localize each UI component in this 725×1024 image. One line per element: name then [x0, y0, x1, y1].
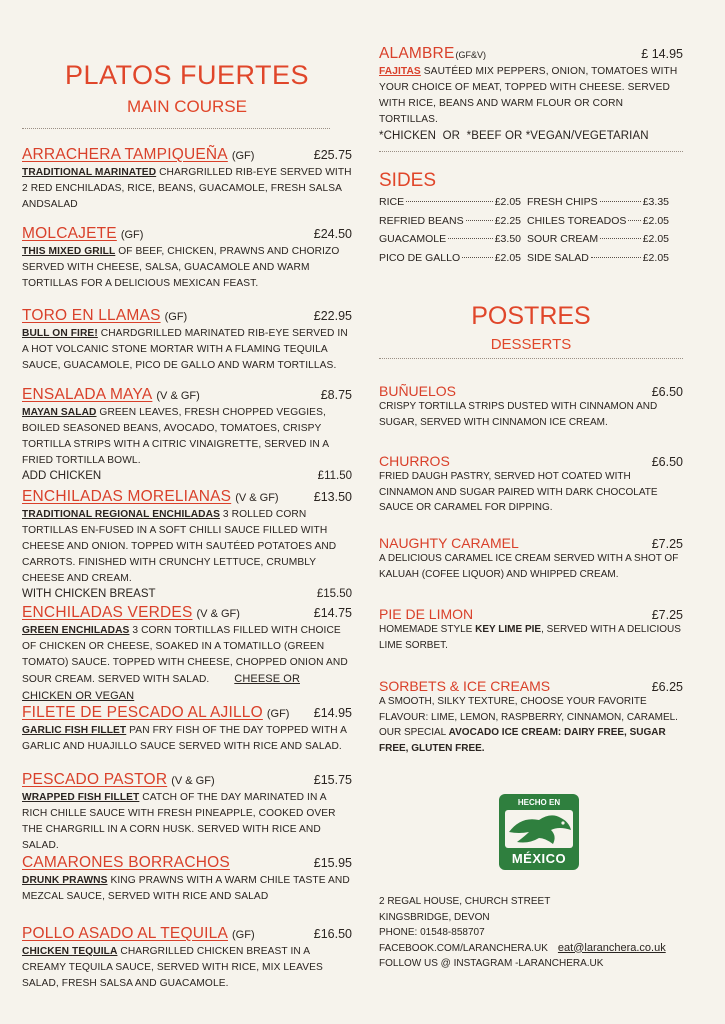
item-price: £6.50	[651, 385, 683, 399]
item-tag: (GF)	[266, 708, 290, 720]
divider	[379, 151, 683, 152]
item-name: TORO EN LLAMAS	[22, 307, 161, 324]
main-course-subtitle: MAIN COURSE	[127, 97, 247, 116]
item-description: GREEN ENCHILADAS 3 CORN TORTILLAS FILLED WITH CHOICE OF CHICKEN OR CHEESE, SOAKED IN A TOMATILLO (GREEN TOMATO) SAUCE. TOPPED WITH CHEESE, CHOPPED ONION AND SOUR CREAM. SERVED WITH SALAD. CHEESE OR CHICKEN OR VEGAN	[22, 625, 348, 702]
item-description: WRAPPED FISH FILLET CATCH OF THE DAY MARINATED IN A RICH CHILLE SAUCE WITH FRESH PINEAPPLE, COOKED OVER THE CHARGRILL IN A CORN HUSK. SERVED WITH RICE AND SALAD.	[22, 792, 336, 851]
item-description: GARLIC FISH FILLET PAN FRY FISH OF THE DAY TOPPED WITH A GARLIC AND HUAJILLO SAUCE SERVED WITH RICE AND SALAD.	[22, 725, 347, 752]
dessert-item	[379, 535, 683, 582]
menu-item	[22, 307, 352, 374]
side-item: SOUR CREAM £2.05	[527, 233, 669, 245]
item-price: £14.95	[313, 706, 352, 720]
dessert-item	[379, 678, 683, 756]
item-price: £7.25	[651, 608, 683, 622]
address-line-1: 2 REGAL HOUSE, CHURCH STREET	[379, 896, 551, 907]
menu-item-alambre	[379, 45, 683, 144]
item-name: ENCHILADAS MORELIANAS	[22, 488, 232, 505]
sides-table	[379, 196, 669, 270]
item-tag: (V & GF)	[235, 492, 279, 504]
item-description: FRIED DAUGH PASTRY, SERVED HOT COATED WITH CINNAMON AND SUGAR PAIRED WITH DARK CHOCOLATE SAUCE OR CARAMEL FOR DIPPING.	[379, 471, 658, 513]
item-options: *CHICKEN OR *BEEF OR *VEGAN/VEGETARIAN	[379, 130, 649, 142]
menu-item	[22, 704, 352, 755]
item-description: MAYAN SALAD GREEN LEAVES, FRESH CHOPPED VEGGIES, BOILED SEASONED BEANS, AVOCADO, TOMATOES, CRISPY TORTILLA STRIPS WITH A CITRIC VINAIGRETTE, SERVED IN A FRIED TORTILLA BOWL.	[22, 407, 329, 466]
menu-item	[22, 854, 352, 905]
item-name: NAUGHTY CARAMEL	[379, 535, 519, 551]
item-name: PIE DE LIMON	[379, 606, 474, 622]
email-link[interactable]: eat@laranchera.co.uk	[557, 941, 666, 954]
item-name: SORBETS & ICE CREAMS	[379, 678, 551, 694]
desserts-title: POSTRES	[471, 302, 591, 330]
dessert-item	[379, 453, 683, 516]
item-description: BULL ON FIRE! CHARDGRILLED MARINATED RIB-EYE SERVED IN A HOT VOLCANIC STONE MORTAR WITH A FLAMING TEQUILA SAUCE, GUACAMOLE, PICO DE GALLO AND WARM TORTILLAS.	[22, 328, 348, 371]
item-description: CRISPY TORTILLA STRIPS DUSTED WITH CINNAMON AND SUGAR, SERVED WITH CINNAMON ICE CREAM.	[379, 401, 658, 428]
item-tag: (V & GF)	[156, 390, 200, 402]
sides-row	[379, 215, 669, 234]
item-tag: (GF)	[164, 311, 188, 323]
item-description: A DELICIOUS CARAMEL ICE CREAM SERVED WITH A SHOT OF KALUAH (COFEE LIQUOR) AND WHIPPED CREAM.	[379, 553, 679, 580]
item-name: ALAMBRE	[379, 45, 455, 62]
item-price: £13.50	[313, 490, 352, 504]
side-item: RICE £2.05	[379, 196, 521, 208]
item-name: FILETE DE PESCADO AL AJILLO	[22, 704, 263, 721]
side-item: FRESH CHIPS £3.35	[527, 196, 669, 208]
item-tag: (GF)	[231, 150, 255, 162]
item-price: £24.50	[313, 227, 352, 241]
item-tag: (V & GF)	[196, 608, 240, 620]
badge-bottom-text: MÉXICO	[511, 851, 567, 866]
sides-row	[379, 233, 669, 252]
desserts-subtitle: DESSERTS	[490, 336, 572, 353]
item-price: £15.75	[313, 773, 352, 787]
sides-title: SIDES	[379, 170, 437, 191]
menu-item	[22, 771, 352, 854]
item-description-special: OUR SPECIAL AVOCADO ICE CREAM: DAIRY FREE, SUGAR FREE, GLUTEN FREE.	[379, 727, 666, 754]
item-price: £22.95	[313, 309, 352, 323]
address-line-2: KINGSBRIDGE, DEVON	[379, 911, 490, 923]
item-tag: (GF&V)	[455, 50, 486, 60]
sides-row	[379, 196, 669, 215]
main-course-title: PLATOS FUERTES	[64, 60, 310, 90]
item-tag: (GF)	[232, 929, 255, 941]
menu-item	[22, 146, 352, 213]
side-item: PICO DE GALLO £2.05	[379, 251, 521, 264]
badge-top-text: HECHO EN	[517, 798, 561, 807]
item-tag: (GF)	[120, 229, 144, 241]
phone: PHONE: 01548-858707	[379, 927, 485, 938]
dessert-item	[379, 383, 683, 430]
item-description: DRUNK PRAWNS KING PRAWNS WITH A WARM CHILE TASTE AND MEZCAL SAUCE, SERVED WITH RICE AND SALAD	[22, 875, 350, 902]
item-price: £6.50	[651, 455, 683, 469]
sides-row	[379, 252, 669, 271]
item-name: PESCADO PASTOR	[22, 771, 168, 788]
item-price: £14.75	[313, 606, 352, 620]
item-description: FAJITAS SAUTÉED MIX PEPPERS, ONION, TOMATOES WITH YOUR CHOICE OF MEAT, TOPPED WITH CHEESE. SERVED WITH RICE, BEANS AND WARM FLOUR OR CORN TORTILLAS.	[379, 66, 678, 125]
side-item: REFRIED BEANS £2.25	[379, 214, 521, 227]
side-item: CHILES TOREADOS £2.05	[527, 214, 669, 227]
hecho-en-mexico-badge	[499, 794, 579, 870]
item-price: £6.25	[651, 680, 683, 694]
item-extra: WITH CHICKEN BREAST £15.50	[22, 588, 352, 600]
item-price: £15.95	[313, 856, 352, 870]
menu-item	[22, 925, 352, 992]
item-description: CHICKEN TEQUILA CHARGRILLED CHICKEN BREAST IN A CREAMY TEQUILA SAUCE, SERVED WITH RICE, MIX LEAVES SALAD, FRESH SALSA AND GUACAMOLE.	[22, 946, 323, 989]
item-price: £ 14.95	[641, 47, 683, 61]
item-description: TRADITIONAL REGIONAL ENCHILADAS 3 ROLLED CORN TORTILLAS EN-FUSED IN A SOFT CHILLI SAUCE FILLED WITH CHEESE AND ONION. TOPPED WITH SAUTÉED POTATOES AND CARROTS. FINISHED WITH CRUNCHY LETTUCE, CRUMBLY CHEESE AND CREAM.	[22, 509, 337, 584]
dessert-item	[379, 606, 683, 653]
item-name: CHURROS	[379, 453, 450, 469]
menu-item	[22, 386, 352, 482]
menu-item	[22, 225, 352, 292]
item-name: ENCHILADAS VERDES	[22, 604, 193, 621]
item-description: TRADITIONAL MARINATED CHARGRILLED RIB-EYE SERVED WITH 2 RED ENCHILADAS, RICE, BEANS, GUACAMOLE, FRESH SALSA ANDSALAD	[22, 167, 352, 210]
item-description: A SMOOTH, SILKY TEXTURE, CHOOSE YOUR FAVORITE FLAVOUR: LIME, LEMON, RASPBERRY, CINNAMON, CARAMEL.	[379, 696, 678, 723]
item-name: ENSALADA MAYA	[22, 386, 153, 403]
item-name: MOLCAJETE	[22, 225, 117, 242]
item-extra: ADD CHICKEN £11.50	[22, 470, 352, 482]
item-price: £25.75	[313, 148, 352, 162]
side-item: SIDE SALAD £2.05	[527, 251, 669, 264]
menu-item	[22, 604, 352, 705]
item-name: BUÑUELOS	[379, 383, 457, 399]
menu-item	[22, 488, 352, 600]
item-name: CAMARONES BORRACHOS	[22, 854, 230, 871]
item-price: £7.25	[651, 537, 683, 551]
item-price: £8.75	[320, 388, 352, 402]
facebook-link[interactable]: FACEBOOK.COM/LARANCHERA.UK	[379, 942, 548, 954]
divider	[379, 358, 683, 359]
item-price: £16.50	[313, 927, 352, 941]
contact-info	[379, 894, 666, 972]
item-tag: (V & GF)	[171, 775, 215, 787]
item-description: HOMEMADE STYLE KEY LIME PIE, SERVED WITH A DELICIOUS LIME SORBET.	[379, 624, 681, 651]
item-name: ARRACHERA TAMPIQUEÑA	[22, 146, 228, 163]
instagram-link[interactable]: FOLLOW US @ INSTAGRAM -LARANCHERA.UK	[379, 958, 604, 969]
item-choice: CHEESE OR CHICKEN OR VEGAN	[22, 673, 300, 702]
item-name: POLLO ASADO AL TEQUILA	[22, 925, 228, 942]
divider	[22, 128, 330, 129]
side-item: GUACAMOLE £3.50	[379, 233, 521, 245]
item-description: THIS MIXED GRILL OF BEEF, CHICKEN, PRAWNS AND CHORIZO SERVED WITH CHEESE, SALSA, GUACAMOLE AND WARM TORTILLAS FOR A DELICIOUS MEXICAN FEAST.	[22, 246, 340, 289]
